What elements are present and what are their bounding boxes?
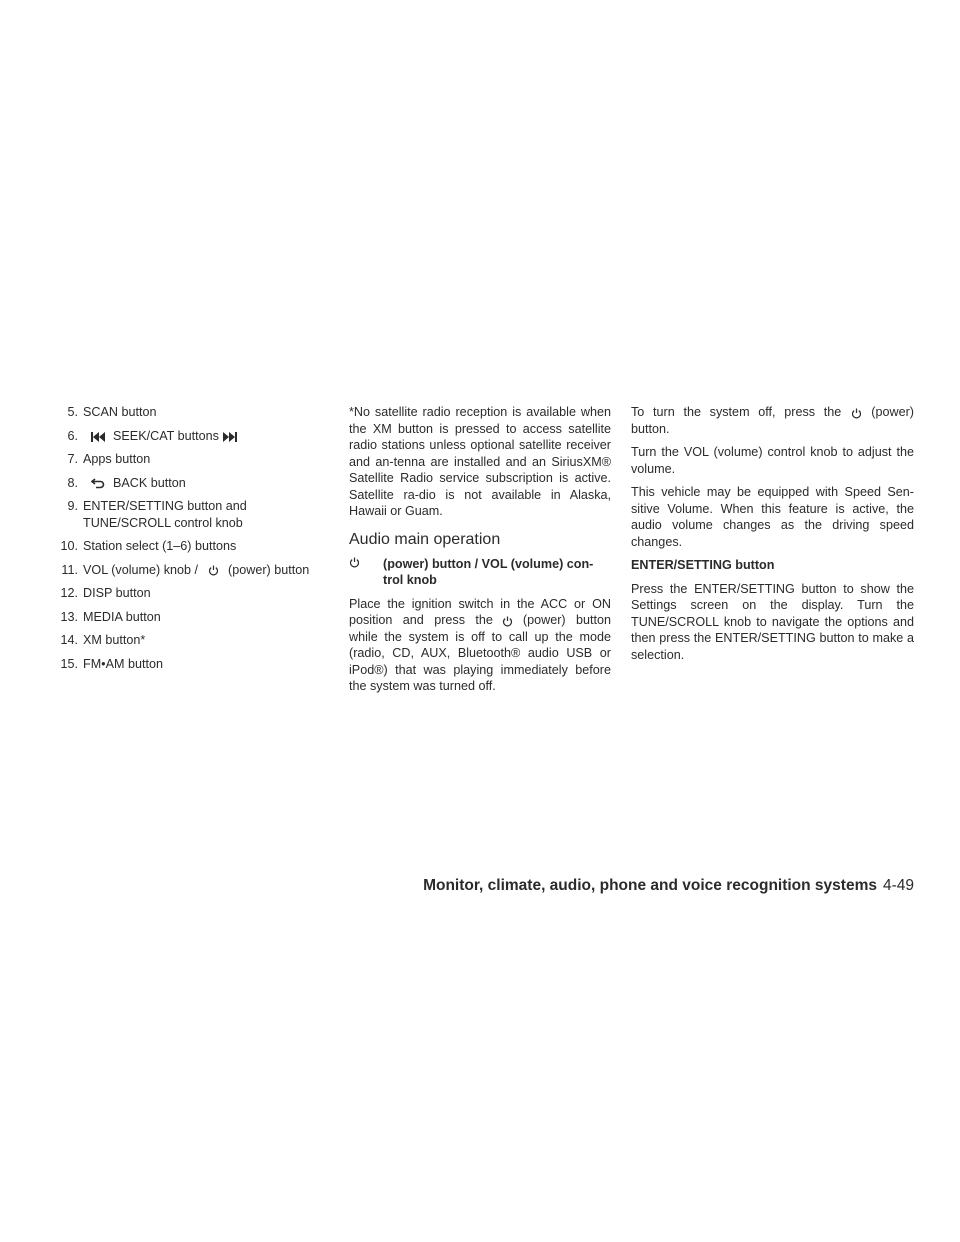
list-text: DISP button bbox=[83, 586, 151, 600]
list-item bbox=[48, 498, 328, 531]
skip-back-icon bbox=[83, 430, 113, 443]
list-number: 5. bbox=[67, 405, 78, 419]
list-number: 15. bbox=[60, 656, 78, 671]
ignition-paragraph bbox=[349, 596, 611, 695]
list-number: 10. bbox=[60, 539, 78, 553]
list-text: VOL (volume) knob / bbox=[83, 562, 199, 577]
power-off-paragraph bbox=[631, 404, 914, 437]
enter-setting-paragraph: Press the ENTER/SETTING button to show the Settings screen on the display. Turn the TUNE/SCROLL knob to navigate the options and then press the ENTER/SETTING button to make a selection. bbox=[631, 581, 914, 662]
list-item bbox=[48, 632, 328, 649]
button-list bbox=[48, 404, 328, 679]
middle-column bbox=[349, 404, 611, 702]
power-vol-subheading bbox=[349, 556, 611, 589]
list-item bbox=[48, 428, 328, 445]
right-column bbox=[631, 404, 914, 670]
list-number: 14. bbox=[60, 633, 78, 647]
section-title: Audio main operation bbox=[349, 530, 501, 548]
list-text: Apps button bbox=[83, 452, 151, 466]
page-footer bbox=[423, 877, 914, 895]
chapter-title: Monitor, climate, audio, phone and voice recognition systems bbox=[423, 877, 877, 894]
list-text: XM button* bbox=[83, 633, 146, 647]
paragraph-text-continued: (power) button. bbox=[631, 405, 914, 436]
list-number: 8. bbox=[67, 475, 78, 490]
page-number: 4-49 bbox=[882, 877, 914, 894]
list-text: SEEK/CAT buttons bbox=[113, 428, 219, 443]
list-number: 7. bbox=[67, 452, 78, 466]
list-number: 11. bbox=[61, 562, 78, 577]
list-text: Station select (1–6) buttons bbox=[83, 539, 237, 553]
list-text: BACK button bbox=[113, 475, 186, 490]
paragraph-text-continued: (power) button while the system is off to call up the mode (radio, CD, AUX, Bluetooth® audio USB or iPod®) that was playing immediately before the system was turned off. bbox=[349, 613, 611, 693]
paragraph-text: To turn the system off, press the bbox=[631, 405, 842, 419]
list-text: FM•AM button bbox=[83, 656, 163, 671]
list-number: 9. bbox=[67, 499, 78, 513]
list-item bbox=[48, 656, 328, 673]
back-arrow-icon bbox=[83, 477, 113, 490]
enter-setting-heading: ENTER/SETTING button bbox=[631, 558, 775, 572]
list-item bbox=[48, 475, 328, 492]
volume-paragraph: Turn the VOL (volume) control knob to adjust the volume. bbox=[631, 445, 914, 476]
list-text: SCAN button bbox=[83, 405, 157, 419]
list-item bbox=[48, 451, 328, 468]
power-icon bbox=[349, 556, 383, 589]
speed-volume-paragraph: This vehicle may be equipped with Speed Sen-sitive Volume. When this feature is active, the audio volume changes as the driving speed changes. bbox=[631, 485, 914, 549]
power-icon bbox=[841, 406, 871, 419]
subheading-line: (power) button / VOL (volume) con- bbox=[383, 556, 594, 571]
list-item bbox=[48, 538, 328, 555]
list-number: 12. bbox=[60, 586, 78, 600]
list-text: MEDIA button bbox=[83, 609, 161, 624]
paragraph-text: Place the ignition switch in the ACC or ON position and press the bbox=[349, 596, 611, 627]
list-item bbox=[48, 562, 328, 579]
list-item bbox=[48, 404, 328, 421]
list-number: 6. bbox=[67, 428, 78, 443]
list-text: ENTER/SETTING button and bbox=[83, 499, 247, 513]
power-icon bbox=[493, 614, 523, 627]
list-text-continued: (power) button bbox=[228, 562, 310, 577]
list-number: 13. bbox=[60, 609, 78, 624]
list-item bbox=[48, 585, 328, 602]
skip-forward-icon bbox=[219, 430, 241, 443]
subheading-line-continued: trol knob bbox=[383, 573, 437, 587]
power-icon bbox=[198, 564, 228, 577]
satellite-note: *No satellite radio reception is available when the XM button is pressed to access satellite radio stations unless optional satellite receiver and an-tenna are installed and an SiriusXM® Satellite Radio service subscription is active. Satellite ra-dio is not available in Alaska, Hawaii or Guam. bbox=[349, 405, 611, 518]
list-text-continued: TUNE/SCROLL control knob bbox=[83, 515, 243, 530]
list-item bbox=[48, 609, 328, 626]
